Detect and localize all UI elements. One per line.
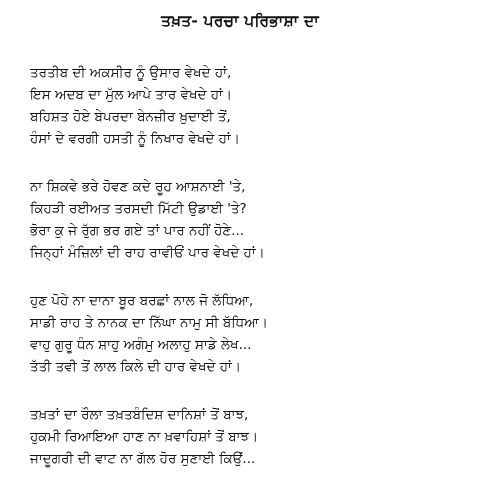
poem-line: ਬਹਿਸ਼ਤ ਹੋਏ ਬੇਪਰਦਾ ਬੇਨਜ਼ੀਰ ਖ਼ੁਦਾਈ ਤੋਂ,	[30, 109, 231, 125]
poem-line: ਸਾਡੀ ਰਾਹ ਤੇ ਨਾਨਕ ਦਾ ਨਿੱਘਾ ਨਾਮੁ ਸੀ ਬੱਧਿਆ।	[30, 315, 268, 331]
poem-line: ਜਿਨ੍ਹਾਂ ਮੰਜ਼ਿਲਾਂ ਦੀ ਰਾਹ ਰਾਵੀਓਂ ਪਾਰ ਵੇਖਦੇ ਹਾਂ।	[30, 245, 265, 261]
stanza-2	[30, 176, 470, 264]
poem-line: ਨਾ ਸ਼ਿਕਵੇ ਭਰੇ ਹੋਵਣ ਕਦੇ ਰੂਹ ਆਸ਼ਨਾਈ 'ਤੇ,	[30, 179, 246, 195]
poem-line: ਤਰਤੀਬ ਦੀ ਅਕਸੀਰ ਨੂੰ ਉਸਾਰ ਵੇਖਦੇ ਹਾਂ,	[30, 65, 232, 81]
poem-line: ਭੋਰਾ ਕੁ ਜੇ ਰੁੱਗ ਭਰ ਗਏ ਤਾਂ ਪਾਰ ਨਹੀਂ ਹੋਣੇ...	[30, 223, 245, 239]
poem-line: ਹੰਸਾਂ ਦੇ ਵਰਗੀ ਹਸਤੀ ਨੂੰ ਨਿਖਾਰ ਵੇਖਦੇ ਹਾਂ।	[30, 131, 240, 147]
stanza-3	[30, 290, 470, 378]
poem-line: ਵਾਹੁ ਗੁਰੂ ਧੰਨ ਸ਼ਾਹੁ ਅਗੰਮੁ ਅਲਾਹੁ ਸਾਡੇ ਲੇਖ...	[30, 337, 252, 353]
poem-title: ਤਖ਼ਤ- ਪਰਚਾ ਪਰਿਭਾਸ਼ਾ ਦਾ	[161, 12, 319, 30]
poem-line: ਇਸ ਅਦਬ ਦਾ ਮੁੱਲ ਆਪੇ ਤਾਰ ਵੇਖਦੇ ਹਾਂ।	[30, 87, 232, 103]
poem-line: ਤਖ਼ਤਾਂ ਦਾ ਰੌਲਾ ਤਖ਼ਤਬੰਦਿਸ਼ ਦਾਨਿਸ਼ਾਂ ਤੋਂ ਬਾਝ,	[30, 407, 249, 423]
stanza-1	[30, 62, 470, 150]
poem-line: ਕਿਹੜੀ ਰਈਅਤ ਤਰਸਦੀ ਮਿੱਟੀ ਉਡਾਈ 'ਤੇ?	[30, 201, 247, 217]
stanza-4	[30, 404, 470, 470]
poem-line: ਹੁਣ ਪੋਹੇ ਨਾ ਦਾਨਾ ਬੂਰ ਬਰਛਾਂ ਨਾਲ ਜੋ ਲੱਧਿਆ,	[30, 293, 254, 309]
poem-line: ਹੁਕਮੀ ਰਿਆਇਆ ਹਾਣ ਨਾ ਖ਼ਵਾਹਿਸ਼ਾਂ ਤੋਂ ਬਾਝ।	[30, 429, 259, 445]
poem-line: ਤੱਤੀ ਤਵੀ ਤੋਂ ਲਾਲ ਕਿਲੇ ਦੀ ਹਾਰ ਵੇਖਦੇ ਹਾਂ।	[30, 359, 241, 375]
poem-line: ਜਾਦੂਗਰੀ ਦੀ ਵਾਟ ਨਾ ਗੱਲ ਹੋਰ ਸੁਣਾਈ ਕਿਉਂ...	[30, 451, 256, 467]
